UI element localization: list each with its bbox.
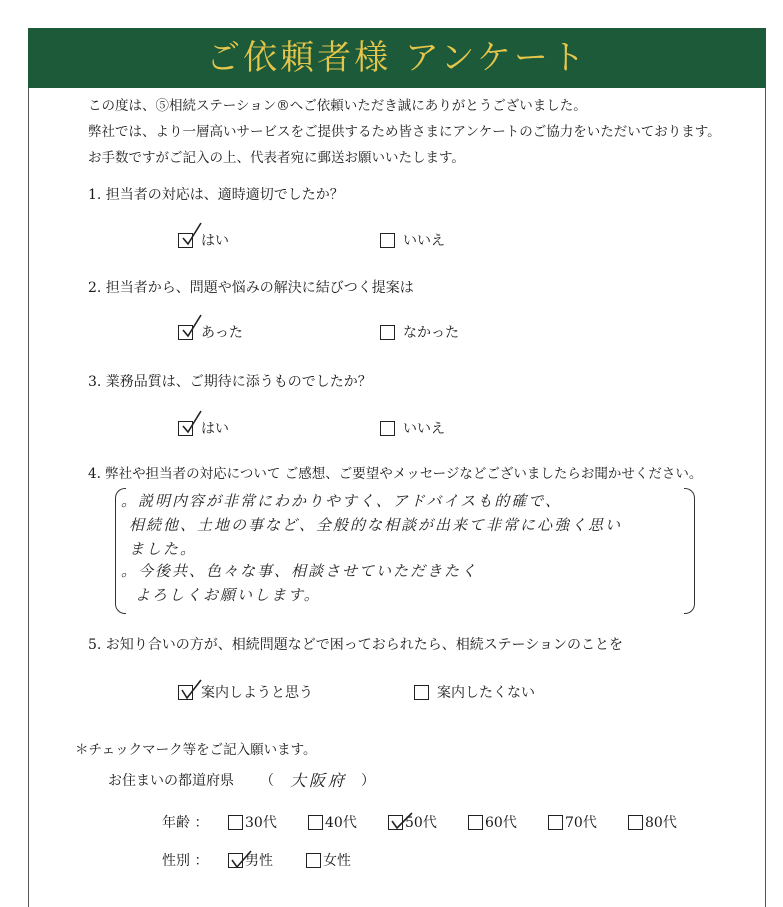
q1-yes-checkbox[interactable] — [178, 233, 193, 248]
comment-line-5: よろしくお願いします。 — [135, 586, 321, 604]
comment-line-4: 。今後共、色々な事、相談させていただきたく — [121, 562, 479, 580]
sex-row — [162, 850, 386, 870]
instruction-note: ＊チェックマーク等をご記入願います。 — [75, 742, 317, 758]
question-4: 4. 弊社や担当者の対応について ご感想、ご要望やメッセージなどございましたらお聞かせください。 — [88, 466, 703, 482]
q2-yes-checkbox[interactable] — [178, 325, 193, 340]
check-mark-icon — [231, 848, 253, 874]
q5-option-yes[interactable] — [178, 682, 313, 702]
right-bracket — [684, 488, 695, 614]
q5-yes-label: 案内しようと思う — [201, 685, 313, 701]
age-label: 年齢 ： — [162, 815, 209, 831]
check-mark-icon — [181, 678, 203, 704]
q5-no-label: 案内したくない — [437, 685, 535, 701]
q3-yes-label: はい — [201, 421, 229, 437]
age-option-30[interactable] — [228, 812, 308, 832]
q1-option-yes[interactable] — [178, 230, 229, 250]
question-3: 3. 業務品質は、ご期待に添うものでしたか？ — [88, 374, 372, 390]
q2-option-yes[interactable] — [178, 322, 243, 342]
q5-option-no[interactable] — [414, 682, 535, 702]
sex-option-male[interactable] — [228, 850, 306, 870]
age-70-checkbox[interactable] — [548, 815, 563, 830]
age-50-label: 50代 — [405, 815, 437, 831]
age-30-checkbox[interactable] — [228, 815, 243, 830]
intro-line-1: この度は、⑤相続ステーション®へご依頼いただき誠にありがとうございました。 — [88, 98, 587, 114]
q1-no-label: いいえ — [403, 233, 445, 249]
q2-yes-label: あった — [201, 325, 243, 341]
prefecture-open-paren: （ — [260, 772, 274, 789]
age-option-80[interactable] — [628, 812, 698, 832]
age-70-label: 70代 — [565, 815, 597, 831]
age-40-checkbox[interactable] — [308, 815, 323, 830]
page-title: ご依頼者様 アンケート — [28, 28, 766, 88]
q5-yes-checkbox[interactable] — [178, 685, 193, 700]
age-80-checkbox[interactable] — [628, 815, 643, 830]
intro-line-3: お手数ですがご記入の上、代表者宛に郵送お願いいたします。 — [88, 150, 465, 166]
comment-line-1: 。説明内容が非常にわかりやすく、アドバイスも的確で、 — [121, 492, 562, 510]
question-5: 5. お知り合いの方が、相続問題などで困っておられたら、相続ステーションのことを — [88, 637, 623, 653]
q3-no-checkbox[interactable] — [380, 421, 395, 436]
check-mark-icon — [181, 222, 203, 248]
comment-line-3: ました。 — [129, 540, 198, 558]
prefecture-value[interactable]: 大阪府 — [290, 771, 348, 790]
age-60-label: 60代 — [485, 815, 517, 831]
age-option-70[interactable] — [548, 812, 628, 832]
q1-yes-label: はい — [201, 233, 229, 249]
q3-option-yes[interactable] — [178, 418, 229, 438]
age-option-40[interactable] — [308, 812, 388, 832]
check-mark-icon — [181, 314, 203, 340]
age-80-label: 80代 — [645, 815, 677, 831]
age-50-checkbox[interactable] — [388, 815, 403, 830]
age-40-label: 40代 — [325, 815, 357, 831]
sex-option-female[interactable] — [306, 850, 386, 870]
question-2: 2. 担当者から、問題や悩みの解決に結びつく提案は — [88, 280, 414, 296]
sex-label: 性別 ： — [162, 853, 209, 869]
age-option-50[interactable] — [388, 812, 468, 832]
question-1: 1. 担当者の対応は、適時適切でしたか？ — [88, 187, 344, 203]
q1-option-no[interactable] — [380, 230, 445, 250]
check-mark-icon — [391, 810, 413, 836]
female-label: 女性 — [323, 853, 351, 869]
male-label: 男性 — [245, 853, 273, 869]
q3-no-label: いいえ — [403, 421, 445, 437]
intro-text — [88, 93, 721, 171]
q5-no-checkbox[interactable] — [414, 685, 429, 700]
check-mark-icon — [181, 410, 203, 436]
q2-option-no[interactable] — [380, 322, 459, 342]
male-checkbox[interactable] — [228, 853, 243, 868]
q1-no-checkbox[interactable] — [380, 233, 395, 248]
intro-line-2: 弊社では、より一層高いサービスをご提供するため皆さまにアンケートのご協力をいただいております。 — [88, 124, 721, 140]
age-row — [162, 812, 698, 832]
prefecture-label: お住まいの都道府県 — [108, 772, 234, 789]
age-60-checkbox[interactable] — [468, 815, 483, 830]
q3-option-no[interactable] — [380, 418, 445, 438]
q2-no-label: なかった — [403, 325, 459, 341]
comment-box[interactable] — [115, 488, 695, 612]
q3-yes-checkbox[interactable] — [178, 421, 193, 436]
comment-line-2: 相続他、土地の事など、全般的な相談が出来て非常に心強く思い — [129, 516, 623, 534]
female-checkbox[interactable] — [306, 853, 321, 868]
age-option-60[interactable] — [468, 812, 548, 832]
prefecture-row — [108, 768, 375, 791]
q2-no-checkbox[interactable] — [380, 325, 395, 340]
age-30-label: 30代 — [245, 815, 277, 831]
prefecture-close-paren: ） — [361, 772, 376, 789]
